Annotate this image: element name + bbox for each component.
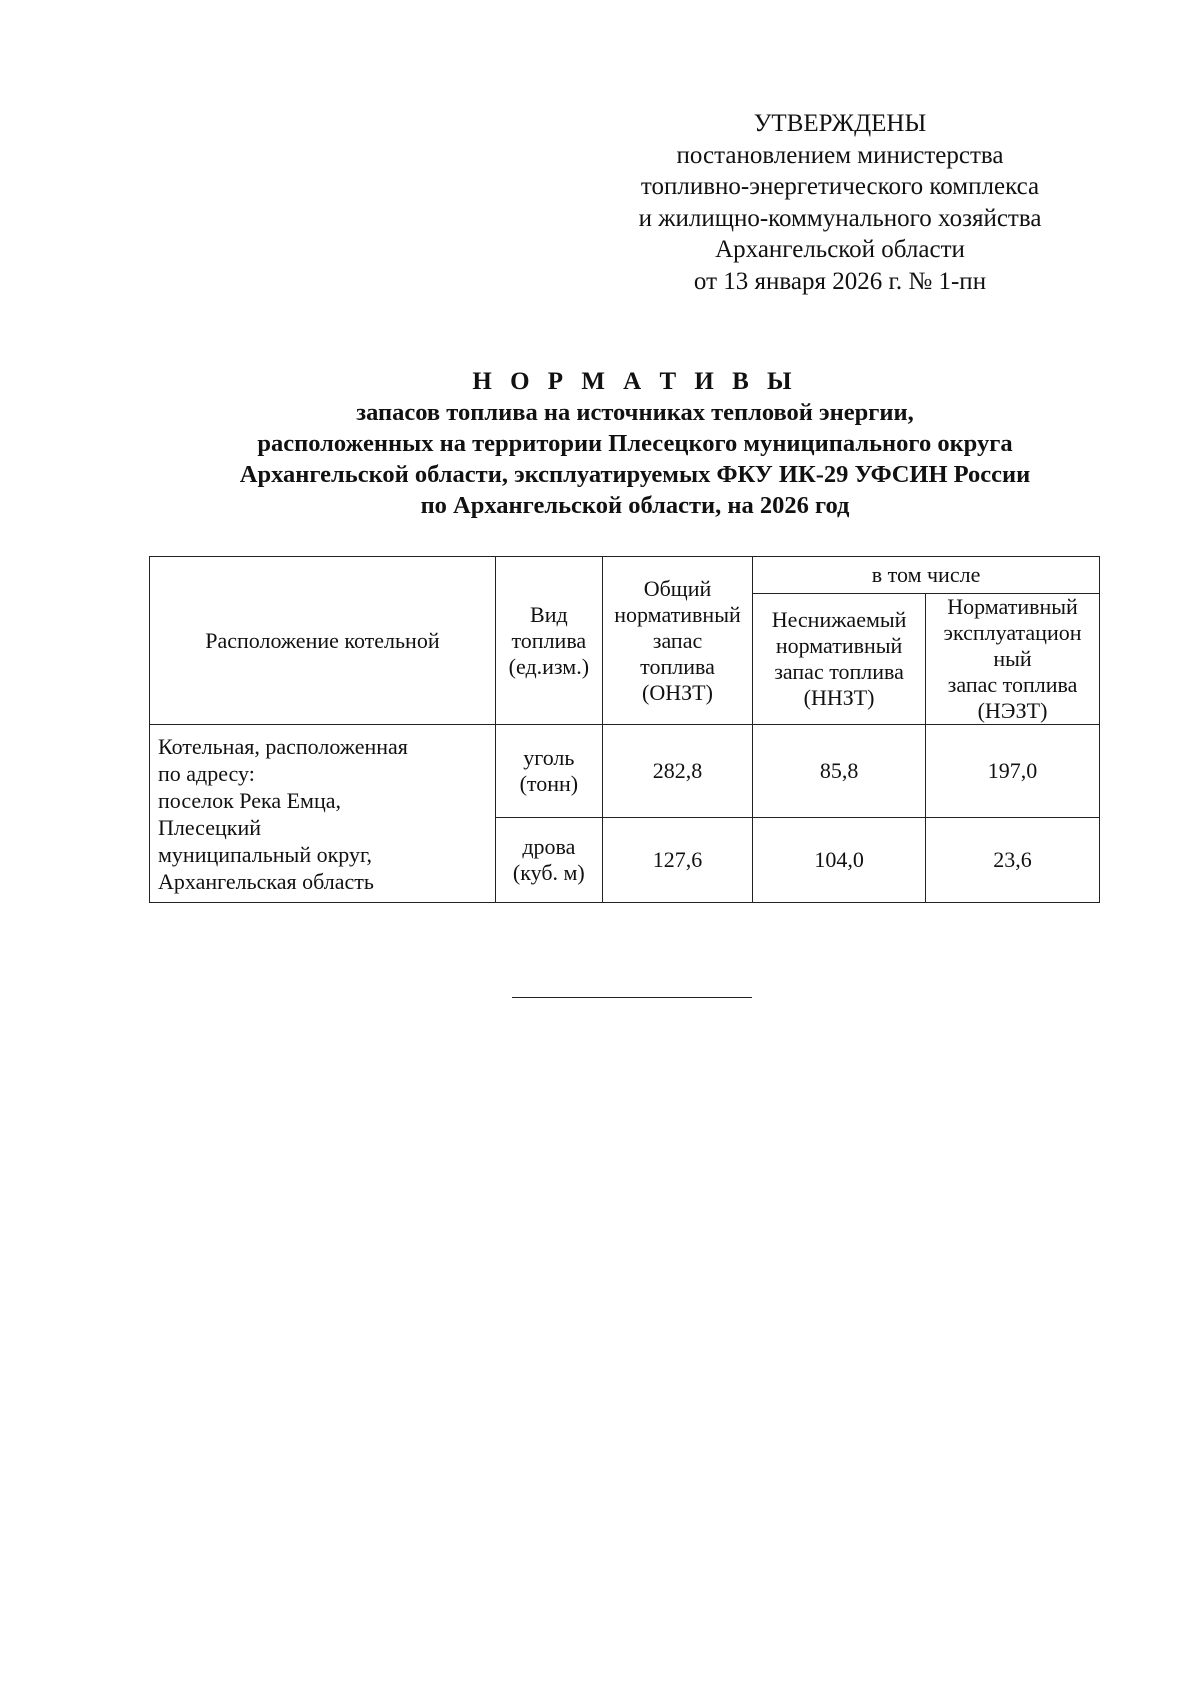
document-subtitle-line: расположенных на территории Плесецкого муниципального округа — [257, 430, 1013, 457]
header-total-onzt — [602, 557, 752, 725]
header-nezt — [926, 594, 1100, 725]
fuel-name: уголь — [523, 745, 575, 770]
header-text-line: запас — [652, 627, 703, 653]
approval-line: постановлением министерства — [676, 141, 1004, 169]
approval-block — [600, 108, 1080, 297]
fuel-norms-table — [149, 556, 1100, 903]
header-text-line: (ОНЗТ) — [642, 679, 713, 705]
header-text-line: Общий — [643, 575, 712, 601]
total-value-cell: 127,6 — [602, 818, 752, 903]
header-text-line: топлива — [640, 653, 715, 679]
header-text-line: нормативный — [775, 633, 903, 658]
nezt-value-cell: 197,0 — [926, 725, 1100, 818]
nnzt-value-cell: 104,0 — [753, 818, 926, 903]
fuel-unit: (тонн) — [519, 771, 579, 796]
header-text-line: ный — [993, 646, 1032, 671]
approval-line: Архангельской области — [715, 236, 965, 263]
header-text-line: Вид — [530, 601, 568, 627]
header-including: в том числе — [753, 557, 1100, 594]
document-subtitle-line: запасов топлива на источниках тепловой энергии, — [356, 399, 914, 426]
approval-date-number: от 13 января 2026 г. № 1-пн — [693, 267, 987, 295]
document-subtitle-line: Архангельской области, эксплуатируемых ФКУ ИК-29 УФСИН России — [239, 461, 1031, 488]
table-row — [150, 725, 1100, 818]
header-text-line: эксплуатацион — [943, 620, 1082, 645]
document-title: Н О Р М А Т И В Ы — [472, 368, 798, 395]
header-nnzt — [753, 594, 926, 725]
header-location: Расположение котельной — [150, 557, 496, 725]
location-line: муниципальный округ, — [158, 842, 373, 867]
header-text-line: запас топлива — [947, 672, 1078, 697]
location-line: поселок Река Емца, — [158, 788, 342, 813]
header-text-line: Нормативный — [947, 594, 1078, 619]
header-text-line: топлива — [511, 627, 587, 653]
total-value-cell: 282,8 — [602, 725, 752, 818]
header-fuel-type — [495, 557, 602, 725]
fuel-type-cell — [495, 818, 602, 903]
header-text-line: (ед.изм.) — [508, 653, 590, 679]
closing-rule-line — [512, 997, 752, 998]
fuel-unit: (куб. м) — [512, 860, 585, 885]
header-text-line: Неснижаемый — [771, 607, 907, 632]
approval-line: топливно-энергетического комплекса — [640, 173, 1040, 200]
nezt-value-cell: 23,6 — [926, 818, 1100, 903]
location-line: Котельная, расположенная — [158, 734, 408, 759]
approval-title: УТВЕРЖДЕНЫ — [753, 110, 927, 137]
table-header-row — [150, 557, 1100, 594]
header-text-line: нормативный — [614, 601, 741, 627]
header-text-line: (НЭЗТ) — [977, 698, 1048, 723]
fuel-name: дрова — [522, 834, 576, 859]
header-text-line: запас топлива — [774, 659, 904, 684]
location-line: по адресу: — [158, 761, 255, 786]
location-line: Плесецкий — [158, 815, 261, 840]
header-text-line: (ННЗТ) — [803, 685, 875, 710]
fuel-type-cell — [495, 725, 602, 818]
boiler-location-cell — [150, 725, 496, 903]
approval-line: и жилищно-коммунального хозяйства — [638, 204, 1042, 232]
location-line: Архангельская область — [158, 869, 374, 894]
nnzt-value-cell: 85,8 — [753, 725, 926, 818]
document-heading — [140, 366, 1130, 521]
document-subtitle-line: по Архангельской области, на 2026 год — [420, 492, 850, 519]
